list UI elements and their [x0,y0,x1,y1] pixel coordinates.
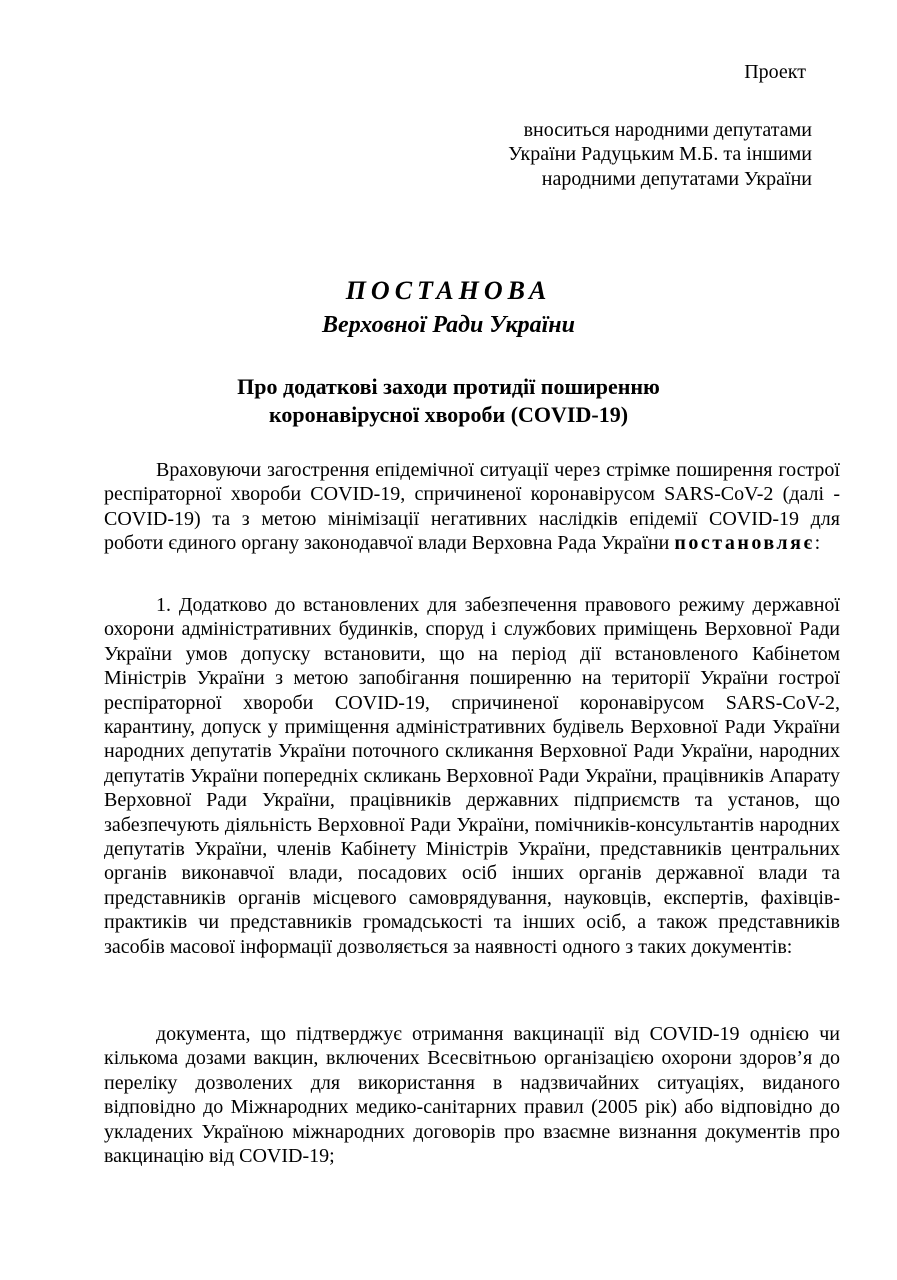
issuer-heading: Верховної Ради України [322,312,575,338]
title-line: коронавірусної хвороби (COVID-19) [268,402,629,427]
resolution-keyword: постановляє [674,532,815,555]
draft-label: Проект [744,61,806,83]
preamble-paragraph [104,458,840,556]
item-1-sub-text: документа, що підтверджує отримання вакцинації від COVID-19 однією чи кількома дозами вакцин, включених Всесвітньою організацією охорони здоров’я до переліку дозволених для використання в надзвичайних ситуаціях, виданого відповідно до Міжнародних медико-санітарних правил (2005 рік) або відповідно до укладених Україною міжнародних договорів про взаємне визнання документів про вакцинацію від COVID-19; [104,1023,840,1168]
item-1-subparagraph [104,1022,840,1168]
item-1-paragraph [104,593,840,959]
document-type-heading: ПОСТАНОВА [345,276,552,305]
document-title [0,373,897,429]
submitter-line: народними депутатами України [541,167,812,190]
submitter-line: вноситься народними депутатами [523,119,812,141]
submitter-line: України Радуцьким М.Б. та іншими [508,143,812,166]
title-line: Про додаткові заходи протидії поширенню [237,374,660,399]
submitter-block [508,118,812,191]
preamble-text: Враховуючи загострення епідемічної ситуації через стрімке поширення гострої респіраторної хвороби COVID-19, спричиненої коронавірусом SARS-CoV-2 (далі - COVID-19) та з метою мінімізації негативних наслідків епідемії COVID-19 для роботи єдиного органу законодавчої влади Верховна Рада України [104,459,840,555]
preamble-ending: : [814,532,821,555]
item-1-text: 1. Додатково до встановлених для забезпечення правового режиму державної охорони адміністративних будинків, споруд і службових приміщень Верховної Ради України умов допуску встановити, що на період дії встановленого Кабінетом Міністрів України з метою запобігання поширенню на території України гострої респіраторної хвороби COVID-19, спричиненої коронавірусом SARS-CoV-2, карантину, допуск у приміщення адміністративних будівель Верховної Ради України народних депутатів України поточного скликання Верховної Ради України, народних депутатів України попередніх скликань Верховної Ради України, працівників Апарату Верховної Ради України, працівників державних підприємств та установ, що забезпечують діяльність Верховної Ради України, помічників-консультантів народних депутатів України, членів Кабінету Міністрів України, представників центральних органів виконавчої влади, посадових осіб інших органів державної влади та представників органів місцевого самоврядування, науковців, експертів, фахівців-практиків чи представників громадськості та інших осіб, а також представників засобів масової інформації дозволяється за наявності одного з таких документів: [104,594,840,958]
